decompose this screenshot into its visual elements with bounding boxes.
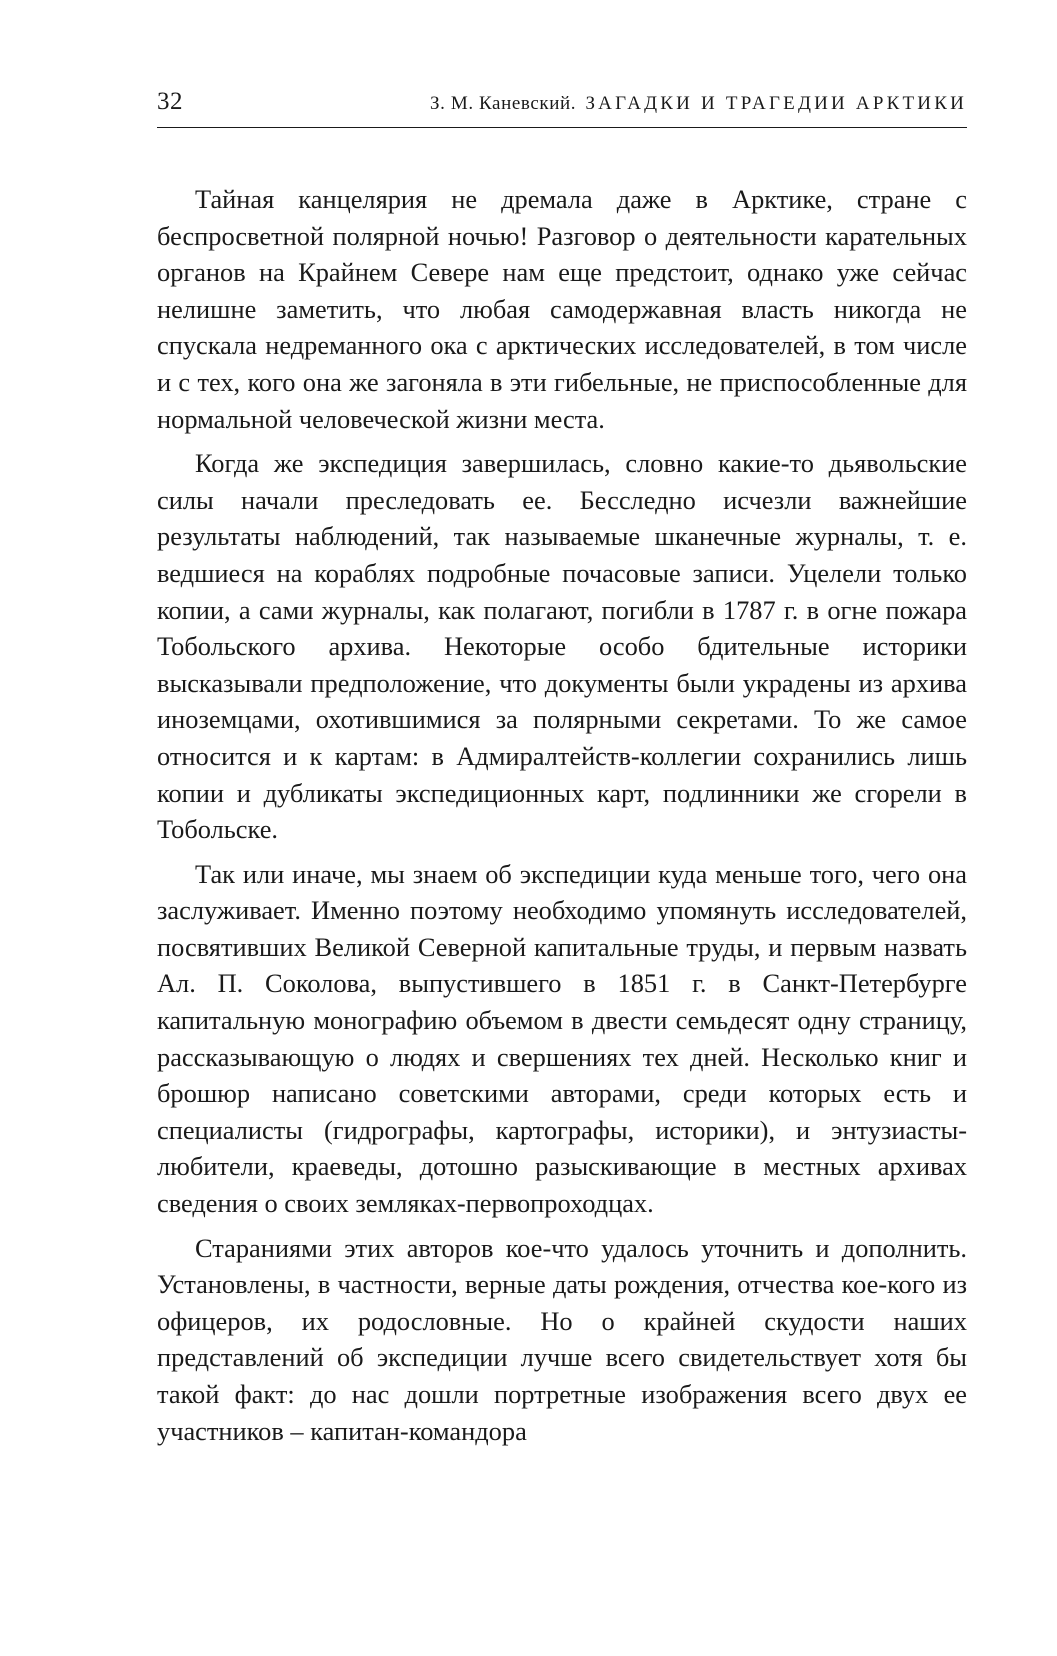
header-rule bbox=[157, 127, 967, 128]
paragraph: Когда же экспедиция завершилась, словно какие-то дьявольские силы начали преследовать ее. Бесследно исчезли важнейшие результаты наблюдений, так называемые шканечные журналы, т. е. ведшиеся на кораблях подробные почасовые записи. Уцелели только копии, а сами журналы, как полагают, погибли в 1787 г. в огне пожара Тобольского архива. Некоторые особо бдительные историки высказывали предположение, что документы были украдены из архива иноземцами, охотившимися за полярными секретами. То же самое относится и к картам: в Адмиралтейств-коллегии сохранились лишь копии и дубликаты экспедиционных карт, подлинники же сгорели в Тобольске. bbox=[157, 448, 967, 845]
paragraph: Стараниями этих авторов кое-что удалось уточнить и дополнить. Установлены, в частности, верные даты рождения, отчества кое-кого из офицеров, их родословные. Но о крайней скудости наших представлений об экспедиции лучше всего свидетельствует хотя бы такой факт: до нас дошли портретные изображения всего двух ее участников – капитан-командора bbox=[157, 1232, 967, 1446]
running-head bbox=[157, 88, 967, 122]
paragraph: Тайная канцелярия не дремала даже в Арктике, стране с беспросветной полярной ночью! Разговор о деятельности карательных органов на Крайнем Севере нам еще предстоит, однако уже сейчас нелишне заметить, что любая самодержавная власть никогда не спускала недреманного ока с арктических исследователей, в том числе и с тех, кого она же загоняла в эти гибельные, не приспособленные для нормальной человеческой жизни места. bbox=[157, 184, 967, 434]
running-title bbox=[430, 93, 967, 115]
running-head-book-title: ЗАГАДКИ И ТРАГЕДИИ АРКТИКИ bbox=[585, 93, 967, 114]
page-number: 32 bbox=[157, 88, 183, 115]
running-head-author: З. М. Каневский. bbox=[430, 93, 577, 114]
paragraph: Так или иначе, мы знаем об экспедиции куда меньше того, чего она заслуживает. Именно поэтому необходимо упомянуть исследователей, посвятивших Великой Северной капитальные труды, и первым назвать Ал. П. Соколова, выпустившего в 1851 г. в Санкт-Петербурге капитальную монографию объемом в двести семьдесят одну страницу, рассказывающую о людях и свершениях тех дней. Несколько книг и брошюр написано советскими авторами, среди которых есть и специалисты (гидрографы, картографы, историки), и энтузиасты-любители, краеведы, дотошно разыскивающие в местных архивах сведения о своих земляках-первопроходцах. bbox=[157, 858, 967, 1219]
body-text bbox=[157, 181, 967, 1449]
